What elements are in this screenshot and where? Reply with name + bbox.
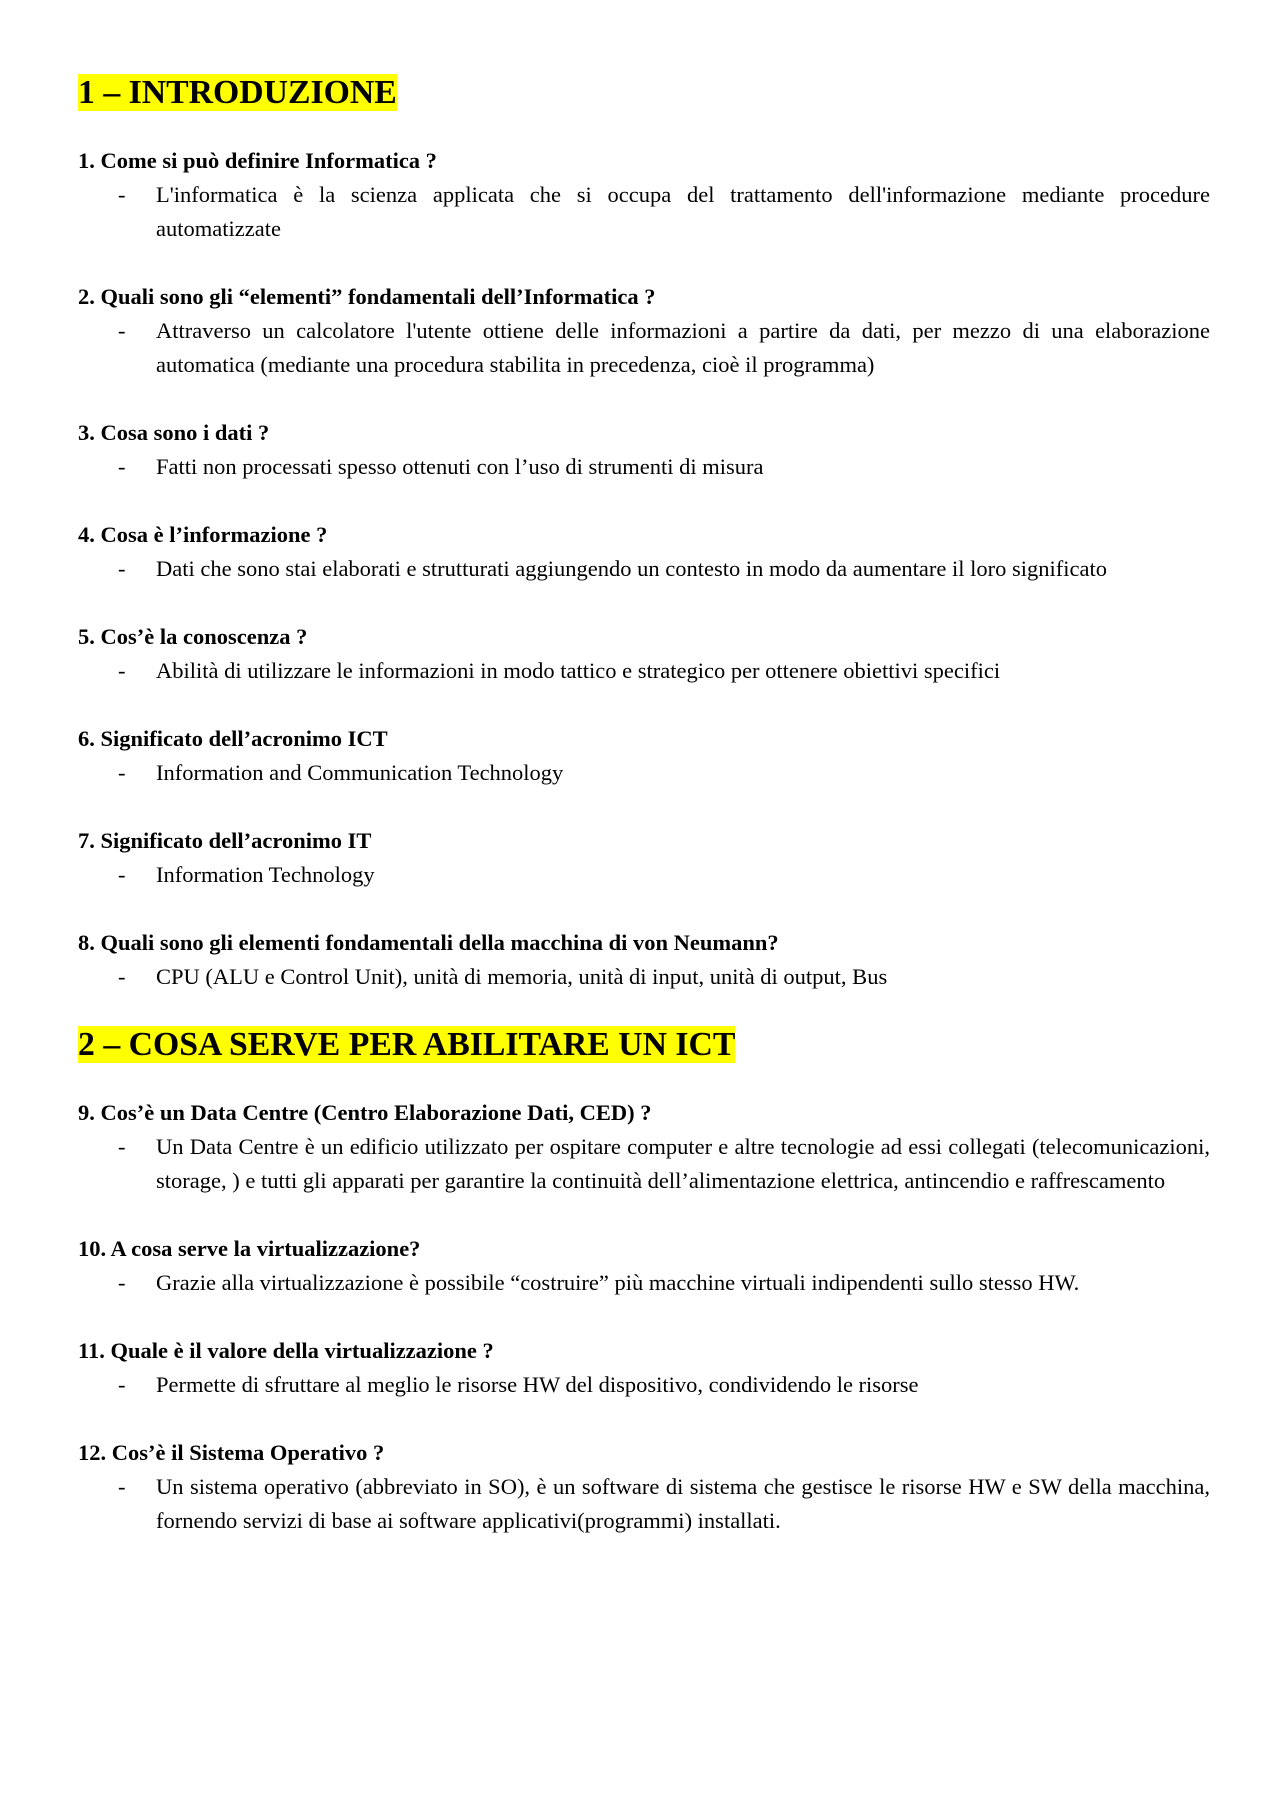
question: 2. Quali sono gli “elementi” fondamentali dell’Informatica ?: [78, 284, 656, 309]
answer: [78, 552, 1210, 586]
question: 8. Quali sono gli elementi fondamentali della macchina di von Neumann?: [78, 930, 779, 955]
answer: [78, 1470, 1210, 1538]
answer-text: Un sistema operativo (abbreviato in SO), è un software di sistema che gestisce le risorse HW e SW della macchina, fornendo servizi di base ai software applicativi(programmi) installati.: [156, 1474, 1210, 1533]
qa-item-2: [78, 280, 1210, 382]
spacer: [78, 382, 1210, 416]
spacer: [78, 994, 1210, 1028]
question: 7. Significato dell’acronimo IT: [78, 828, 372, 853]
section-title-highlight: 2 – COSA SERVE PER ABILITARE UN ICT: [78, 1026, 736, 1063]
section-title-introduzione: [78, 76, 1210, 110]
answer-text: Attraverso un calcolatore l'utente ottiene delle informazioni a partire da dati, per mezzo di una elaborazione automatica (mediante una procedura stabilita in precedenza, cioè il programma): [156, 318, 1210, 377]
answer-text: Fatti non processati spesso ottenuti con l’uso di strumenti di misura: [156, 454, 764, 479]
answer: [78, 1368, 1210, 1402]
qa-item-8: [78, 926, 1210, 994]
section-title-cosa-serve: [78, 1028, 1210, 1062]
answer-text: Permette di sfruttare al meglio le risorse HW del dispositivo, condividendo le risorse: [156, 1372, 919, 1397]
question: 6. Significato dell’acronimo ICT: [78, 726, 388, 751]
answer: [78, 756, 1210, 790]
section-title-highlight: 1 – INTRODUZIONE: [78, 74, 397, 111]
answer-text: Dati che sono stai elaborati e strutturati aggiungendo un contesto in modo da aumentare il loro significato: [156, 556, 1107, 581]
bullet-dash: -: [118, 1270, 126, 1295]
spacer: [78, 892, 1210, 926]
spacer: [78, 688, 1210, 722]
bullet-dash: -: [118, 454, 126, 479]
bullet-dash: -: [118, 862, 126, 887]
bullet-dash: -: [118, 964, 126, 989]
question: 3. Cosa sono i dati ?: [78, 420, 270, 445]
bullet-dash: -: [118, 1134, 126, 1159]
spacer: [78, 1300, 1210, 1334]
qa-item-6: [78, 722, 1210, 790]
qa-item-10: [78, 1232, 1210, 1300]
spacer: [78, 1402, 1210, 1436]
answer-text: Abilità di utilizzare le informazioni in modo tattico e strategico per ottenere obiettivi specifici: [156, 658, 1001, 683]
bullet-dash: -: [118, 658, 126, 683]
answer: [78, 450, 1210, 484]
qa-item-1: [78, 144, 1210, 246]
answer: [78, 858, 1210, 892]
qa-item-7: [78, 824, 1210, 892]
spacer: [78, 110, 1210, 144]
qa-item-5: [78, 620, 1210, 688]
answer: [78, 314, 1210, 382]
answer-text: Un Data Centre è un edificio utilizzato per ospitare computer e altre tecnologie ad essi collegati (telecomunicazioni, storage, ) e tutti gli apparati per garantire la continuità dell’alimentazione elettrica, antincendio e raffrescamento: [156, 1134, 1210, 1193]
qa-item-11: [78, 1334, 1210, 1402]
answer-text: L'informatica è la scienza applicata che si occupa del trattamento dell'informazione mediante procedure automatizzate: [156, 182, 1210, 241]
bullet-dash: -: [118, 760, 126, 785]
question: 4. Cosa è l’informazione ?: [78, 522, 328, 547]
answer-text: Information and Communication Technology: [156, 760, 564, 785]
spacer: [78, 1198, 1210, 1232]
answer: [78, 960, 1210, 994]
question: 9. Cos’è un Data Centre (Centro Elaborazione Dati, CED) ?: [78, 1100, 652, 1125]
spacer: [78, 484, 1210, 518]
answer: [78, 1130, 1210, 1198]
spacer: [78, 246, 1210, 280]
answer: [78, 1266, 1210, 1300]
qa-item-3: [78, 416, 1210, 484]
spacer: [78, 790, 1210, 824]
qa-item-12: [78, 1436, 1210, 1538]
answer-text: Information Technology: [156, 862, 375, 887]
bullet-dash: -: [118, 1474, 126, 1499]
document-page: [78, 76, 1210, 1538]
spacer: [78, 586, 1210, 620]
bullet-dash: -: [118, 318, 126, 343]
question: 11. Quale è il valore della virtualizzazione ?: [78, 1338, 494, 1363]
question: 10. A cosa serve la virtualizzazione?: [78, 1236, 421, 1261]
qa-item-4: [78, 518, 1210, 586]
question: 12. Cos’è il Sistema Operativo ?: [78, 1440, 385, 1465]
bullet-dash: -: [118, 556, 126, 581]
question: 1. Come si può definire Informatica ?: [78, 148, 437, 173]
answer: [78, 654, 1210, 688]
question: 5. Cos’è la conoscenza ?: [78, 624, 308, 649]
bullet-dash: -: [118, 1372, 126, 1397]
answer: [78, 178, 1210, 246]
qa-item-9: [78, 1096, 1210, 1198]
answer-text: Grazie alla virtualizzazione è possibile “costruire” più macchine virtuali indipendenti sullo stesso HW.: [156, 1270, 1080, 1295]
answer-text: CPU (ALU e Control Unit), unità di memoria, unità di input, unità di output, Bus: [156, 964, 888, 989]
spacer: [78, 1062, 1210, 1096]
bullet-dash: -: [118, 182, 126, 207]
